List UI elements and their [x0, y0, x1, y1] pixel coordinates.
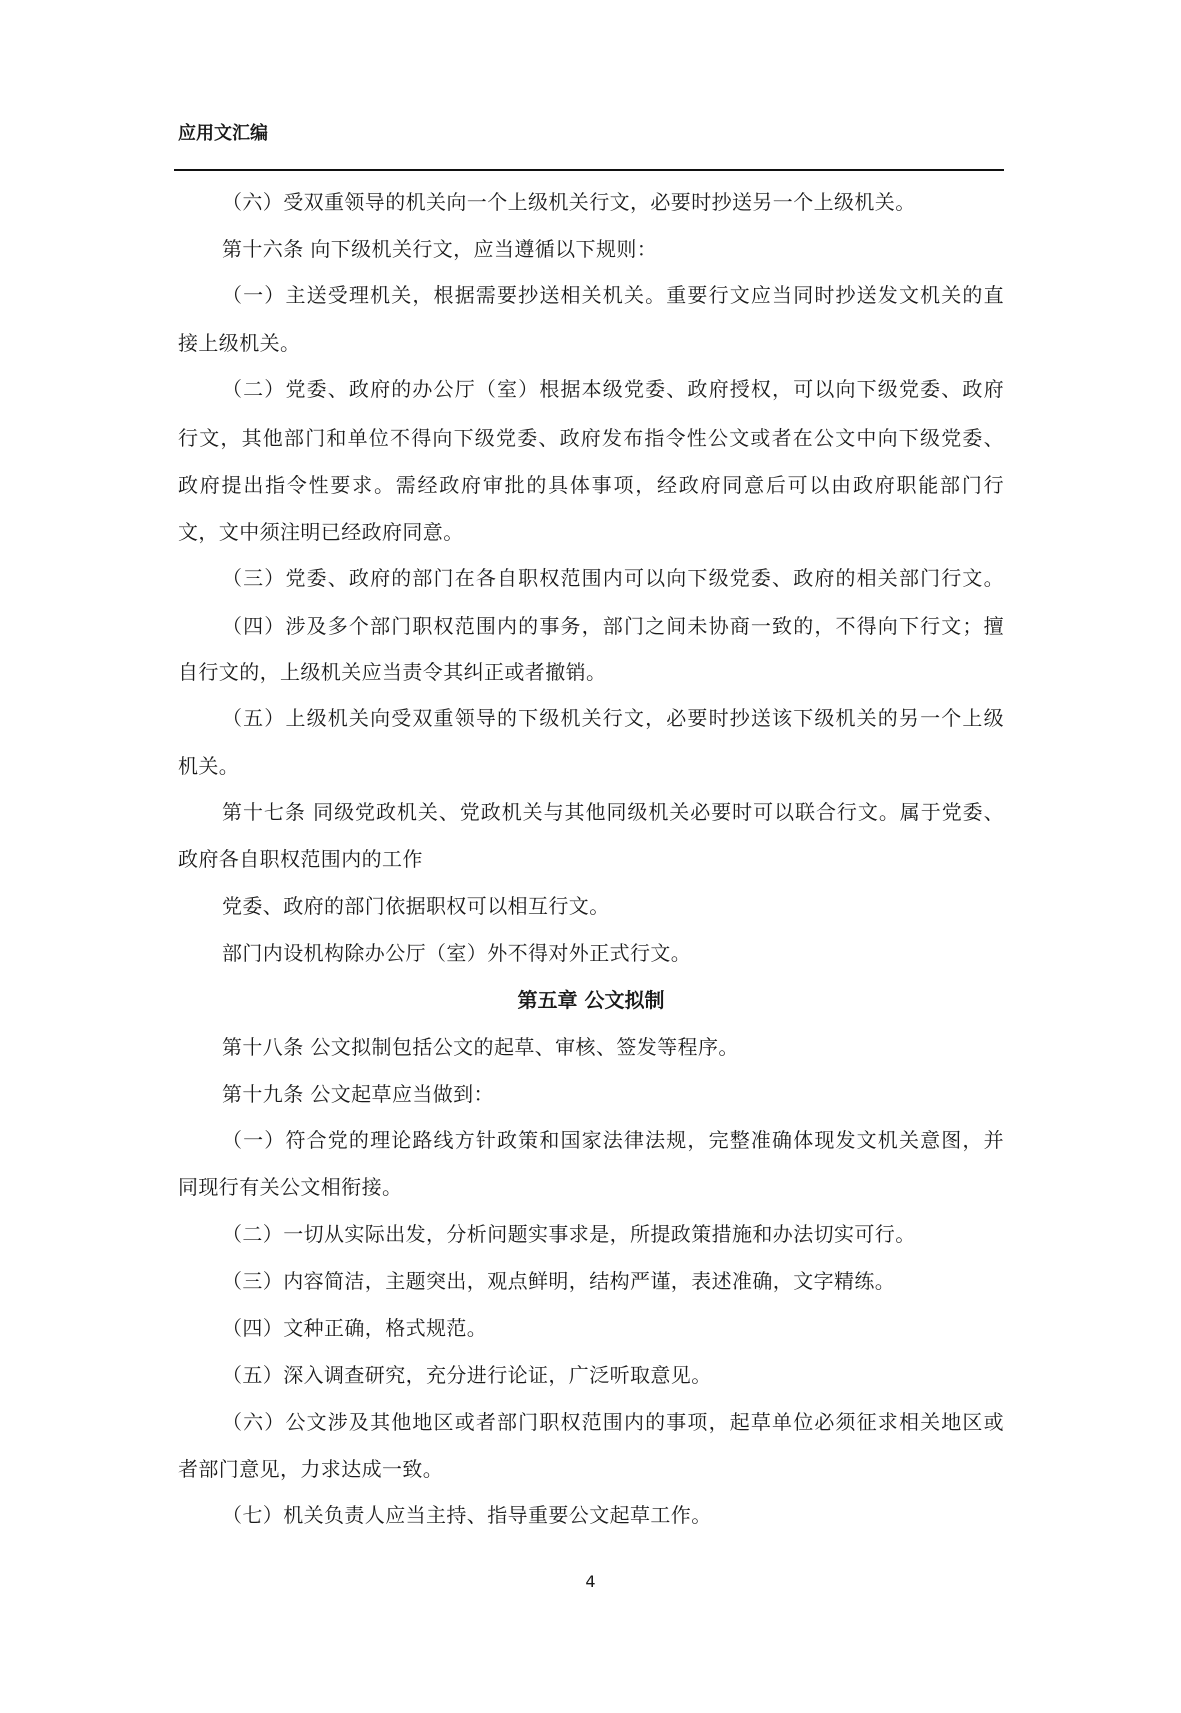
text-line: （五）深入调查研究，充分进行论证，广泛听取意见。: [222, 1363, 712, 1387]
text-line: （六）公文涉及其他地区或者部门职权范围内的事项，起草单位必须征求相关地区或: [222, 1410, 1004, 1434]
text-line: 机关。: [178, 754, 240, 778]
text-line: （七）机关负责人应当主持、指导重要公文起草工作。: [222, 1503, 712, 1527]
chapter-heading: 第五章 公文拟制: [517, 988, 665, 1012]
text-line: （五）上级机关向受双重领导的下级机关行文，必要时抄送该下级机关的另一个上级: [222, 706, 1004, 730]
text-line: 同现行有关公文相衔接。: [178, 1175, 403, 1199]
text-line: （一）符合党的理论路线方针政策和国家法律法规，完整准确体现发文机关意图，并: [222, 1128, 1004, 1152]
text-line: （三）党委、政府的部门在各自职权范围内可以向下级党委、政府的相关部门行文。: [222, 566, 1004, 590]
text-line: （四）涉及多个部门职权范围内的事务，部门之间未协商一致的，不得向下行文；擅: [222, 614, 1004, 638]
text-line: （六）受双重领导的机关向一个上级机关行文，必要时抄送另一个上级机关。: [222, 190, 916, 214]
text-line: 第十九条 公文起草应当做到：: [222, 1082, 494, 1106]
text-line: （三）内容简洁，主题突出，观点鲜明，结构严谨，表述准确，文字精练。: [222, 1269, 896, 1293]
text-line: 部门内设机构除办公厅（室）外不得对外正式行文。: [222, 941, 692, 965]
page-number: 4: [585, 1572, 596, 1591]
text-line: 政府各自职权范围内的工作: [178, 847, 423, 871]
header-rule: [174, 169, 1004, 171]
text-line: 行文，其他部门和单位不得向下级党委、政府发布指令性公文或者在公文中向下级党委、: [178, 426, 1004, 450]
text-line: （二）党委、政府的办公厅（室）根据本级党委、政府授权，可以向下级党委、政府: [222, 377, 1004, 401]
text-line: （一）主送受理机关，根据需要抄送相关机关。重要行文应当同时抄送发文机关的直: [222, 283, 1004, 307]
running-header: 应用文汇编: [178, 123, 268, 144]
text-line: 第十六条 向下级机关行文，应当遵循以下规则：: [222, 237, 658, 261]
text-line: 接上级机关。: [178, 331, 301, 355]
text-line: （二）一切从实际出发，分析问题实事求是，所提政策措施和办法切实可行。: [222, 1222, 916, 1246]
text-line: 文，文中须注明已经政府同意。: [178, 520, 464, 544]
text-line: 自行文的，上级机关应当责令其纠正或者撤销。: [178, 660, 607, 684]
text-line: 第十八条 公文拟制包括公文的起草、审核、签发等程序。: [222, 1035, 739, 1059]
text-line: 第十七条 同级党政机关、党政机关与其他同级机关必要时可以联合行文。属于党委、: [222, 800, 1004, 824]
text-line: 者部门意见，力求达成一致。: [178, 1457, 444, 1481]
text-line: 政府提出指令性要求。需经政府审批的具体事项，经政府同意后可以由政府职能部门行: [178, 473, 1004, 497]
text-line: （四）文种正确，格式规范。: [222, 1316, 488, 1340]
text-line: 党委、政府的部门依据职权可以相互行文。: [222, 894, 610, 918]
